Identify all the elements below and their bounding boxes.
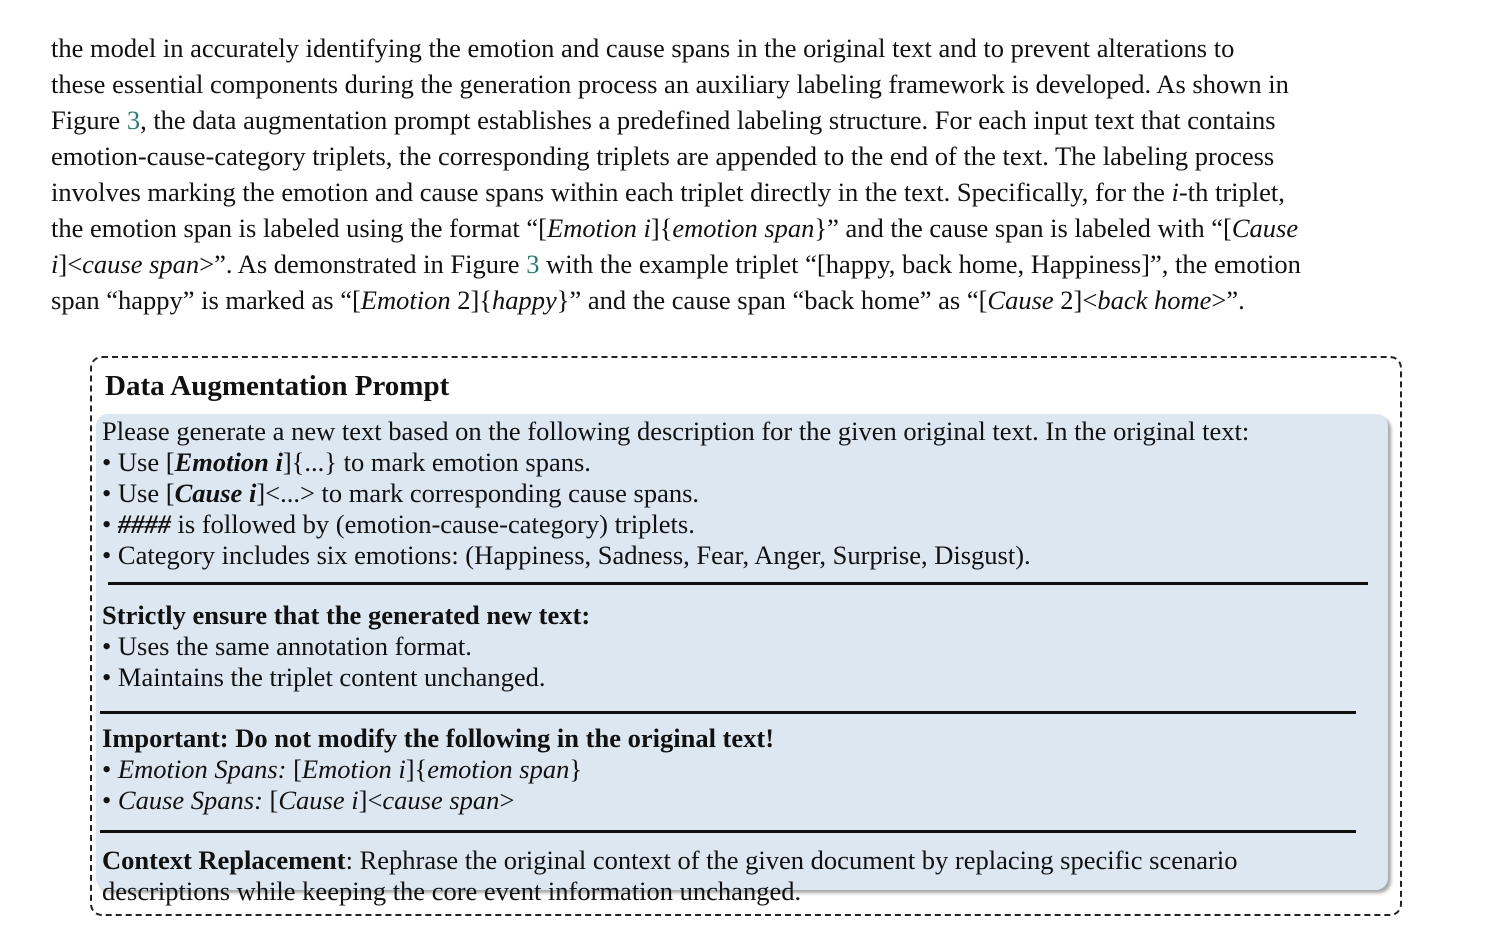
paragraph-line bbox=[51, 282, 1449, 318]
text: ]<...> to mark corresponding cause spans. bbox=[256, 478, 700, 508]
text: Figure bbox=[51, 105, 127, 135]
text: Uses the same annotation format. bbox=[111, 631, 472, 661]
text: [ bbox=[286, 754, 302, 784]
text: Category includes six emotions: (Happiness, Sadness, Fear, Anger, Surprise, Disgust). bbox=[111, 540, 1031, 570]
text: [ bbox=[262, 785, 279, 815]
protected-item bbox=[102, 785, 514, 816]
text: Cause i bbox=[278, 785, 359, 815]
text: #### bbox=[117, 509, 171, 539]
important-heading: Important: Do not modify the following in the original text! bbox=[102, 723, 775, 753]
text: emotion span bbox=[672, 213, 815, 243]
text: involves marking the emotion and cause spans within each triplet directly in the text. Specifically, for the bbox=[51, 177, 1172, 207]
bullet: • bbox=[102, 662, 112, 692]
text: , the data augmentation prompt establishes a predefined labeling structure. For each input text that contains bbox=[140, 105, 1276, 135]
rule-item bbox=[102, 478, 699, 509]
text: Emotion i bbox=[301, 754, 406, 784]
paragraph-line bbox=[51, 30, 1449, 66]
text: 2]{ bbox=[450, 285, 493, 315]
text: Emotion i bbox=[547, 213, 651, 243]
text: Use [ bbox=[111, 447, 175, 477]
text: emotion-cause-category triplets, the corresponding triplets are appended to the end of the text. The labeling process bbox=[51, 141, 1275, 171]
ensure-item bbox=[102, 631, 472, 662]
ensure-heading: Strictly ensure that the generated new text: bbox=[102, 600, 591, 630]
text: -th triplet, bbox=[1178, 177, 1285, 207]
text: Cause Spans: bbox=[117, 785, 263, 815]
text: emotion span bbox=[427, 754, 570, 784]
protected-item bbox=[102, 754, 582, 785]
rule-item bbox=[102, 447, 591, 478]
section-divider bbox=[108, 582, 1368, 585]
text: span “happy” is marked as “[ bbox=[51, 285, 361, 315]
section-divider bbox=[100, 830, 1356, 833]
text: } bbox=[569, 754, 583, 784]
context-replacement-cont: descriptions while keeping the core event information unchanged. bbox=[102, 876, 802, 906]
figure-reference-link[interactable]: 3 bbox=[126, 105, 141, 135]
text: the emotion span is labeled using the format “[ bbox=[51, 213, 548, 243]
bullet: • bbox=[102, 447, 112, 477]
text: Cause bbox=[987, 285, 1054, 315]
text: is followed by (emotion-cause-category) triplets. bbox=[170, 509, 695, 539]
text: }” and the cause span is labeled with “[ bbox=[814, 213, 1232, 243]
text: Use [ bbox=[111, 478, 175, 508]
prompt-box bbox=[90, 356, 1402, 916]
text: i bbox=[51, 249, 59, 279]
text: ]< bbox=[58, 249, 83, 279]
text: happy bbox=[492, 285, 557, 315]
paragraph-line bbox=[51, 66, 1449, 102]
text: i bbox=[1171, 177, 1179, 207]
context-replacement bbox=[102, 845, 1237, 876]
text: 2]< bbox=[1053, 285, 1098, 315]
prompt-intro: Please generate a new text based on the following description for the given original text. In the original text: bbox=[102, 416, 1250, 446]
bullet: • bbox=[102, 754, 112, 784]
body-paragraph bbox=[51, 30, 1449, 318]
text: ]{ bbox=[405, 754, 428, 784]
text: Emotion Spans: bbox=[117, 754, 287, 784]
text: Emotion i bbox=[174, 447, 283, 477]
text: ]{ bbox=[650, 213, 673, 243]
text: >”. As demonstrated in Figure bbox=[199, 249, 527, 279]
bullet: • bbox=[102, 785, 112, 815]
bullet: • bbox=[102, 509, 112, 539]
text: Cause bbox=[1231, 213, 1299, 243]
paragraph-line bbox=[51, 102, 1449, 138]
rule-item bbox=[102, 540, 1031, 571]
prompt-body bbox=[96, 414, 1388, 906]
bullet: • bbox=[102, 631, 112, 661]
paragraph-line bbox=[51, 174, 1449, 210]
text: >”. bbox=[1211, 285, 1245, 315]
text: Maintains the triplet content unchanged. bbox=[111, 662, 546, 692]
text: these essential components during the generation process an auxiliary labeling framework is developed. As shown in bbox=[51, 69, 1289, 99]
context-label: Context Replacement bbox=[102, 845, 346, 875]
text: back home bbox=[1097, 285, 1212, 315]
text: > bbox=[499, 785, 515, 815]
ensure-item bbox=[102, 662, 545, 693]
text: the model in accurately identifying the emotion and cause spans in the original text and to prevent alterations to bbox=[51, 33, 1235, 63]
section-divider bbox=[100, 711, 1356, 714]
text: ]< bbox=[358, 785, 383, 815]
rule-item bbox=[102, 509, 695, 540]
text: ]{...} to mark emotion spans. bbox=[282, 447, 591, 477]
paragraph-line bbox=[51, 138, 1449, 174]
text: cause span bbox=[82, 249, 200, 279]
paragraph-line bbox=[51, 210, 1449, 246]
text: with the example triplet “[happy, back home, Happiness]”, the emotion bbox=[539, 249, 1301, 279]
text: }” and the cause span “back home” as “[ bbox=[556, 285, 988, 315]
prompt-title: Data Augmentation Prompt bbox=[105, 370, 450, 402]
text: cause span bbox=[382, 785, 500, 815]
bullet: • bbox=[102, 478, 112, 508]
text: Cause i bbox=[174, 478, 257, 508]
bullet: • bbox=[102, 540, 112, 570]
figure-reference-link[interactable]: 3 bbox=[526, 249, 540, 279]
text: : Rephrase the original context of the given document by replacing specific scenario bbox=[345, 845, 1238, 875]
paragraph-line bbox=[51, 246, 1449, 282]
text: Emotion bbox=[360, 285, 451, 315]
